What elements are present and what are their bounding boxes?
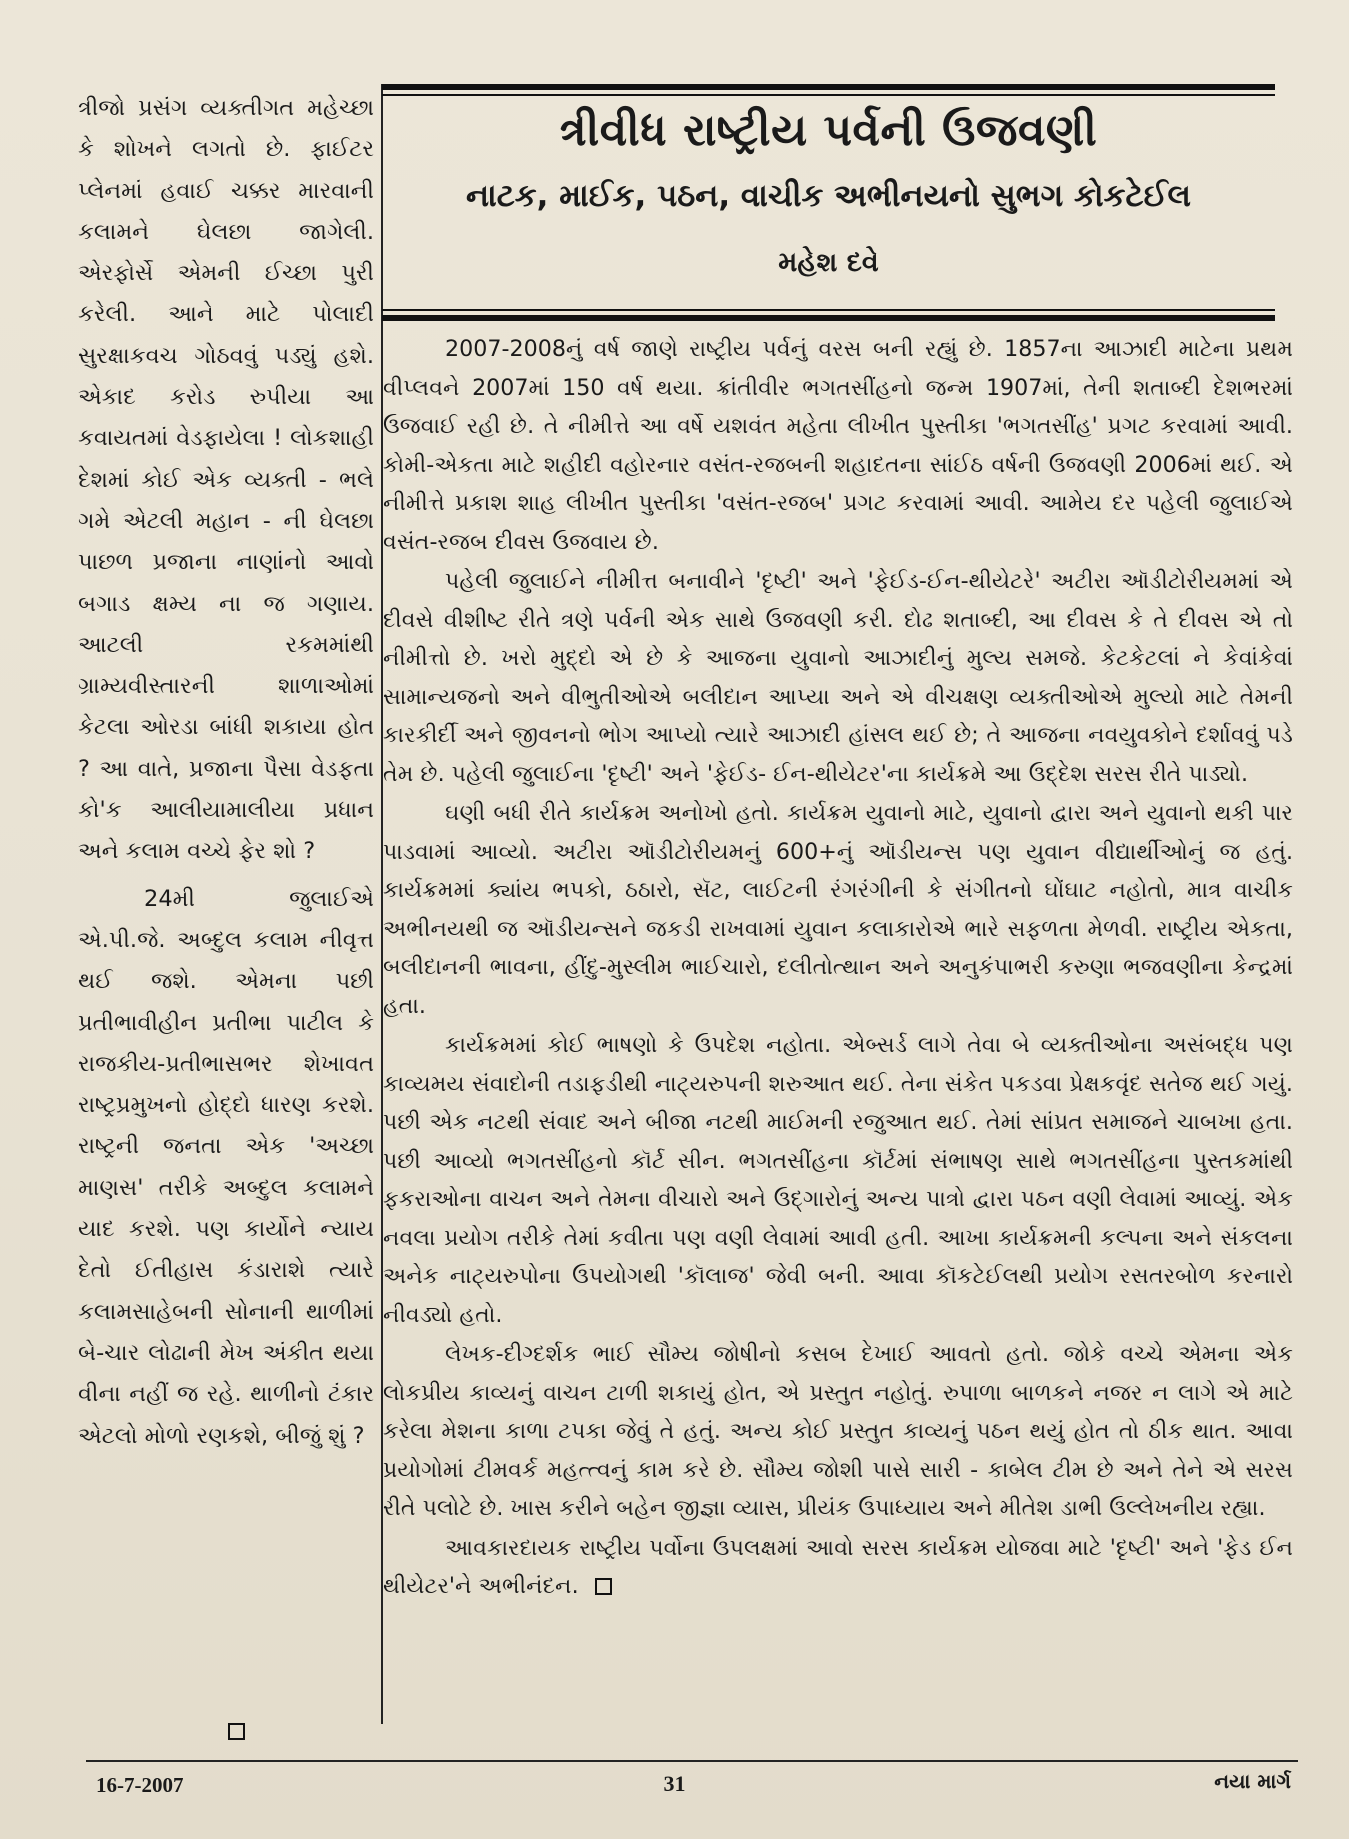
magazine-name: નયા માર્ગ — [1214, 1769, 1291, 1793]
header-rule — [382, 94, 1275, 96]
sidebar-paragraph: 24મી જુલાઈએ એ.પી.જે. અબ્દુલ કલામ નીવૃત્ત થઈ જશે. એમના પછી પ્રતીભાવીહીન પ્રતીભા પાટીલ કે રાજકીય-પ્રતીભાસભર શેખાવત રાષ્ટ્રપ્રમુખનો હોદ્દો ધારણ કરશે. રાષ્ટ્રની જનતા એક 'અચ્છા માણસ' તરીકે અબ્દુલ કલામને યાદ કરશે. પણ કાર્યોને ન્યાય દેતો ઈતીહાસ કંડારાશે ત્યારે કલામસાહેબની સોનાની થાળીમાં બે-ચાર લોઢાની મેખ અંકીત થયા વીના નહીં જ રહે. થાળીનો ટંકાર એટલો મોળો રણકશે, બીજું શું ? — [78, 885, 374, 1449]
article-paragraph: પહેલી જુલાઈને નીમીત્ત બનાવીને 'દૃષ્ટી' અને 'ફેઈડ-ઈન-થીયેટરે' અટીરા ઑડીટોરીયમમાં એ દીવસે વીશીષ્ટ રીતે ત્રણે પર્વની એક સાથે ઉજવણી કરી. દોઢ શતાબ્દી, આ દીવસ કે તે દીવસ એ તો નીમીત્તો છે. ખરો મુદ્દો એ છે કે આજના યુવાનો આઝાદીનું મુલ્ય સમજે. કેટકેટલાં ને કેવાંકેવાં સામાન્યજનો અને વીભુતીઓએ બલીદાન આપ્યા અને એ વીચક્ષણ વ્યક્તીઓએ મુલ્યો માટે તેમની કારકીર્દી અને જીવનનો ભોગ આપ્યો ત્યારે આઝાદી હાંસલ થઈ છે; તે આજના નવયુવકોને દર્શાવવું પડે તેમ છે. પહેલી જુલાઈના 'દૃષ્ટી' અને 'ફેઈડ- ઈન-થીયેટર'ના કાર્યક્રમે આ ઉદ્દેશ સરસ રીતે પાડ્યો. — [383, 568, 1293, 787]
footer-rule — [86, 1760, 1298, 1762]
page-number: 31 — [663, 1771, 686, 1796]
article-headline: ત્રીવીધ રાષ્ટ્રીય પર્વની ઉજવણી — [559, 105, 1098, 156]
article-author: મહેશ દવે — [778, 247, 879, 278]
article-paragraph: 2007-2008નું વર્ષ જાણે રાષ્ટ્રીય પર્વનું વરસ બની રહ્યું છે. 1857ના આઝાદી માટેના પ્રથમ વીપ્લવને 2007માં 150 વર્ષ થયા. ક્રાંતીવીર ભગતસીંહનો જન્મ 1907માં, તેની શતાબ્દી દેશભરમાં ઉજવાઈ રહી છે. તે નીમીત્તે આ વર્ષે યશવંત મહેતા લીખીત પુસ્તીકા 'ભગતસીંહ' પ્રગટ કરવામાં આવી. કોમી-એકતા માટે શહીદી વહોરનાર વસંત-રજબની શહાદતના સાંઈઠ વર્ષની ઉજવણી 2006માં થઈ. એ નીમીત્તે પ્રકાશ શાહ લીખીત પુસ્તીકા 'વસંત-રજબ' પ્રગટ કરવામાં આવી. આમેય દર પહેલી જુલાઈએ વસંત-રજબ દીવસ ઉજવાય છે. — [383, 336, 1293, 555]
article-paragraph-text: આવકારદાયક રાષ્ટ્રીય પર્વોના ઉપલક્ષમાં આવો સરસ કાર્યક્રમ યોજવા માટે 'દૃષ્ટી' અને 'ફેડ ઈન થીયેટર'ને અભીનંદન. — [383, 1534, 1293, 1599]
article-subheadline: નાટક, માઈક, પઠન, વાચીક અભીનયનો સુભગ કોકટેઈલ — [466, 178, 1191, 214]
end-mark-icon — [228, 1723, 245, 1740]
issue-date: 16-7-2007 — [96, 1773, 184, 1797]
sidebar-paragraph: ત્રીજો પ્રસંગ વ્યક્તીગત મહેચ્છા કે શોખને લગતો છે. ફાઈટર પ્લેનમાં હવાઈ ચક્કર મારવાની કલામને ઘેલછા જાગેલી. એરફોર્સે એમની ઈચ્છા પુરી કરેલી. આને માટે પોલાદી સુરક્ષાકવચ ગોઠવવું પડ્યું હશે. એકાદ કરોડ રુપીયા આ કવાયતમાં વેડફાયેલા ! લોકશાહી દેશમાં કોઈ એક વ્યક્તી - ભલે ગમે એટલી મહાન - ની ઘેલછા પાછળ પ્રજાના નાણાંનો આવો બગાડ ક્ષમ્ય ના જ ગણાય. આટલી રકમમાંથી ગ્રામ્યવીસ્તારની શાળાઓમાં કેટલા ઓરડા બાંધી શકાયા હોત ? આ વાતે, પ્રજાના પૈસા વેડફતા કો'ક આલીયામાલીયા પ્રધાન અને કલામ વચ્ચે ફેર શો ? — [78, 95, 374, 865]
end-mark-icon — [595, 1578, 612, 1595]
sidebar-column — [78, 88, 374, 1457]
article-paragraph: ઘણી બધી રીતે કાર્યક્રમ અનોખો હતો. કાર્યક્રમ યુવાનો માટે, યુવાનો દ્વારા અને યુવાનો થકી પાર પાડવામાં આવ્યો. અટીરા ઑડીટોરીયમનું 600+નું ઑડીયન્સ પણ યુવાન વીદ્યાર્થીઓનું જ હતું. કાર્યક્રમમાં ક્યાંય ભપકો, ઠઠારો, સૅટ, લાઈટની રંગરંગીની કે સંગીતનો ઘોંઘાટ નહોતો, માત્ર વાચીક અભીનયથી જ ઑડીયન્સને જકડી રાખવામાં યુવાન કલાકારોએ ભારે સફળતા મેળવી. રાષ્ટ્રીય એકતા, બલીદાનની ભાવના, હીંદુ-મુસ્લીમ ભાઈચારો, દલીતોત્થાન અને અનુકંપાભરી કરુણા ભજવણીના કેન્દ્રમાં હતા. — [383, 800, 1293, 1019]
article-body — [383, 330, 1293, 1607]
header-rule — [382, 309, 1275, 311]
article-paragraph: લેખક-દીગ્દર્શક ભાઈ સૌમ્ય જોષીનો કસબ દેખાઈ આવતો હતો. જોકે વચ્ચે એમના એક લોકપ્રીય કાવ્યનું વાચન ટાળી શકાયું હોત, એ પ્રસ્તુત નહોતું. રુપાળા બાળકને નજર ન લાગે એ માટે કરેલા મેશના કાળા ટપકા જેવું તે હતું. અન્ય કોઈ પ્રસ્તુત કાવ્યનું પઠન થયું હોત તો ઠીક થાત. આવા પ્રયોગોમાં ટીમવર્ક મહત્ત્વનું કામ કરે છે. સૌમ્ય જોશી પાસે સારી - કાબેલ ટીમ છે અને તેને એ સરસ રીતે પલોટે છે. ખાસ કરીને બહેન જીજ્ઞા વ્યાસ, પ્રીયંક ઉપાધ્યાય અને મીતેશ ડાભી ઉલ્લેખનીય રહ્યા. — [383, 1341, 1293, 1521]
article-paragraph-last — [383, 1529, 1293, 1606]
header-rule — [382, 315, 1275, 321]
article-paragraph: કાર્યક્રમમાં કોઈ ભાષણો કે ઉપદેશ નહોતા. એબ્સર્ડ લાગે તેવા બે વ્યક્તીઓના અસંબદ્ધ પણ કાવ્યમય સંવાદોની તડાફડીથી નાટ્યરુપની શરુઆત થઈ. તેના સંકેત પકડવા પ્રેક્ષકવૃંદ સતેજ થઈ ગયું. પછી એક નટથી સંવાદ અને બીજા નટથી માઈમની રજુઆત થઈ. તેમાં સાંપ્રત સમાજને ચાબખા હતા. પછી આવ્યો ભગતસીંહનો કૉર્ટ સીન. ભગતસીંહના કૉર્ટમાં સંભાષણ સાથે ભગતસીંહના પુસ્તકમાંથી ફકરાઓના વાચન અને તેમના વીચારો અને ઉદ્ગારોનું અન્ય પાત્રો દ્વારા પઠન વણી લેવામાં આવ્યું. એક નવલા પ્રયોગ તરીકે તેમાં કવીતા પણ વણી લેવામાં આવી હતી. આખા કાર્યક્રમની કલ્પના અને સંકલના અનેક નાટ્યરુપોના ઉપયોગથી 'કૉલાજ' જેવી બની. આવા કૉકટેઈલથી પ્રયોગ રસતરબોળ કરનારો નીવડ્યો હતો. — [383, 1032, 1293, 1328]
header-rule — [382, 84, 1275, 90]
